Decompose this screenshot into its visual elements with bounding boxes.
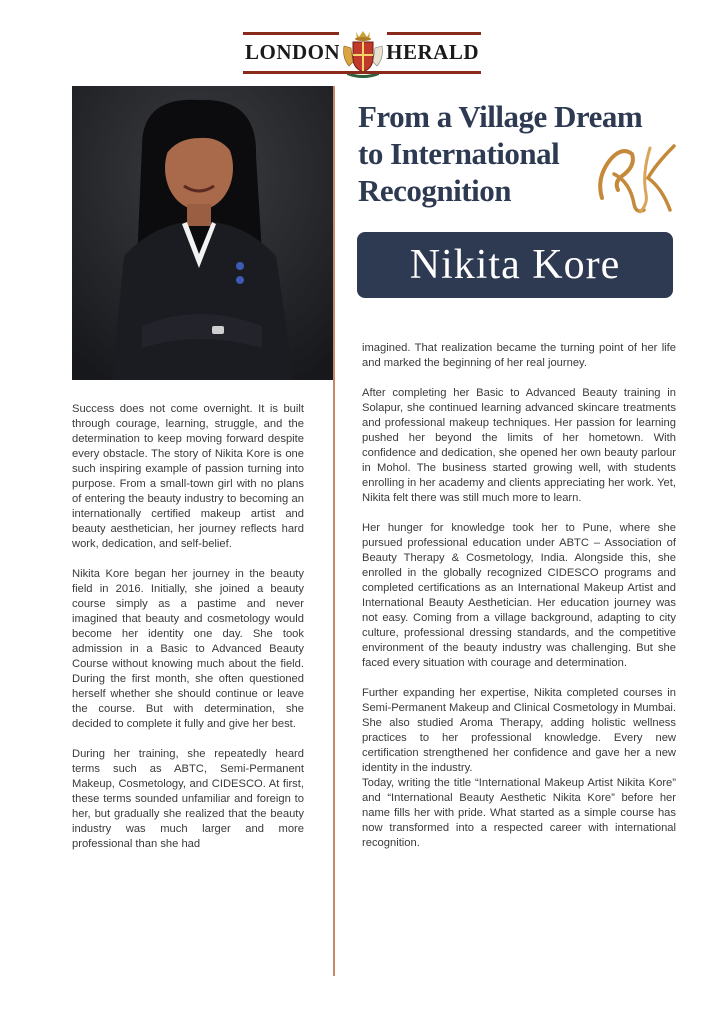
left-paragraph-1: Success does not come overnight. It is built through courage, learning, struggle, and the determination to keep moving forward despite every obstacle. The story of Nikita Kore is one such inspiring example of passion turning into purpose. From a small-town girl with no plans of entering the beauty industry to becoming an internationally certified makeup artist and beauty aesthetician, her journey reflects hard work, dedication, and self-belief. — [72, 403, 304, 550]
right-paragraph-4: Further expanding her expertise, Nikita completed courses in Semi-Permanent Makeup and Clinical Cosmetology in Mumbai. She also studied Aroma Therapy, adding holistic wellness practices to her professional knowledge. Every new certification strengthened her confidence and gave her a new identity in the industry. — [362, 687, 677, 774]
left-paragraph-3: During her training, she repeatedly heard terms such as ABTC, Semi-Permanent Makeup, Cosmetology, and CIDESCO. At first, these terms sounded unfamiliar and foreign to her, but gradually she realized that the beauty industry was much larger and more professional than she had — [72, 748, 304, 850]
left-paragraph-2: Nikita Kore began her journey in the beauty field in 2016. Initially, she joined a beauty course simply as a pastime and never imagined that beauty and cosmetology would become her identity one day. She took admission in a Basic to Advanced Beauty Course without knowing much about the field. During the first month, she often questioned herself whether she should continue or leave the course. But with determination, she decided to complete it fully and give her best. — [72, 568, 304, 730]
column-divider — [333, 86, 335, 976]
right-paragraph-3: Her hunger for knowledge took her to Pune, where she pursued professional education under ABTC – Association of Beauty Therapy & Cosmetology, India. Alongside this, she enrolled in the globally recognized CIDESCO programs and completed certifications as an International Makeup Artist and International Beauty Aesthetician. Her education journey was not easy. Coming from a village background, adapting to city culture, professional dressing standards, and the competitive environment of the beauty industry was challenging. But she faced every situation with courage and determination. — [362, 522, 676, 669]
right-column — [362, 341, 676, 866]
right-paragraph-2: After completing her Basic to Advanced Beauty training in Solapur, she continued learning advanced skincare treatments and professional makeup techniques. Her passion for learning pushed her beyond the limits of her hometown. With confidence and dedication, she opened her own beauty parlour in Mohol. The business started growing well, with students enrolling in her academy and clients appreciating her work. Yet, Nikita felt there was still much more to learn. — [362, 387, 676, 504]
rk-monogram-logo — [592, 138, 682, 220]
left-column — [72, 402, 304, 867]
masthead-left-word: LONDON — [245, 40, 341, 64]
name-plate: Nikita Kore — [357, 232, 673, 298]
portrait-illustration — [72, 86, 334, 380]
masthead-rule-bottom — [243, 71, 481, 74]
right-paragraph-5: Today, writing the title “International Makeup Artist Nikita Kore” and “International Beauty Aesthetic Nikita Kore” before her name fills her with pride. What started as a simple course has now transformed into a respected career with international recognition. — [362, 777, 676, 849]
headline-line-1: From a Village Dream — [358, 99, 643, 134]
masthead-right-word: HERALD — [386, 40, 479, 64]
right-paragraph-1: imagined. That realization became the turning point of her life and marked the beginning of her real journey. — [362, 342, 676, 369]
headline-line-2: to International — [358, 136, 560, 171]
headline-line-3: Recognition — [358, 173, 511, 208]
portrait-photo — [72, 86, 334, 380]
masthead — [243, 30, 481, 76]
